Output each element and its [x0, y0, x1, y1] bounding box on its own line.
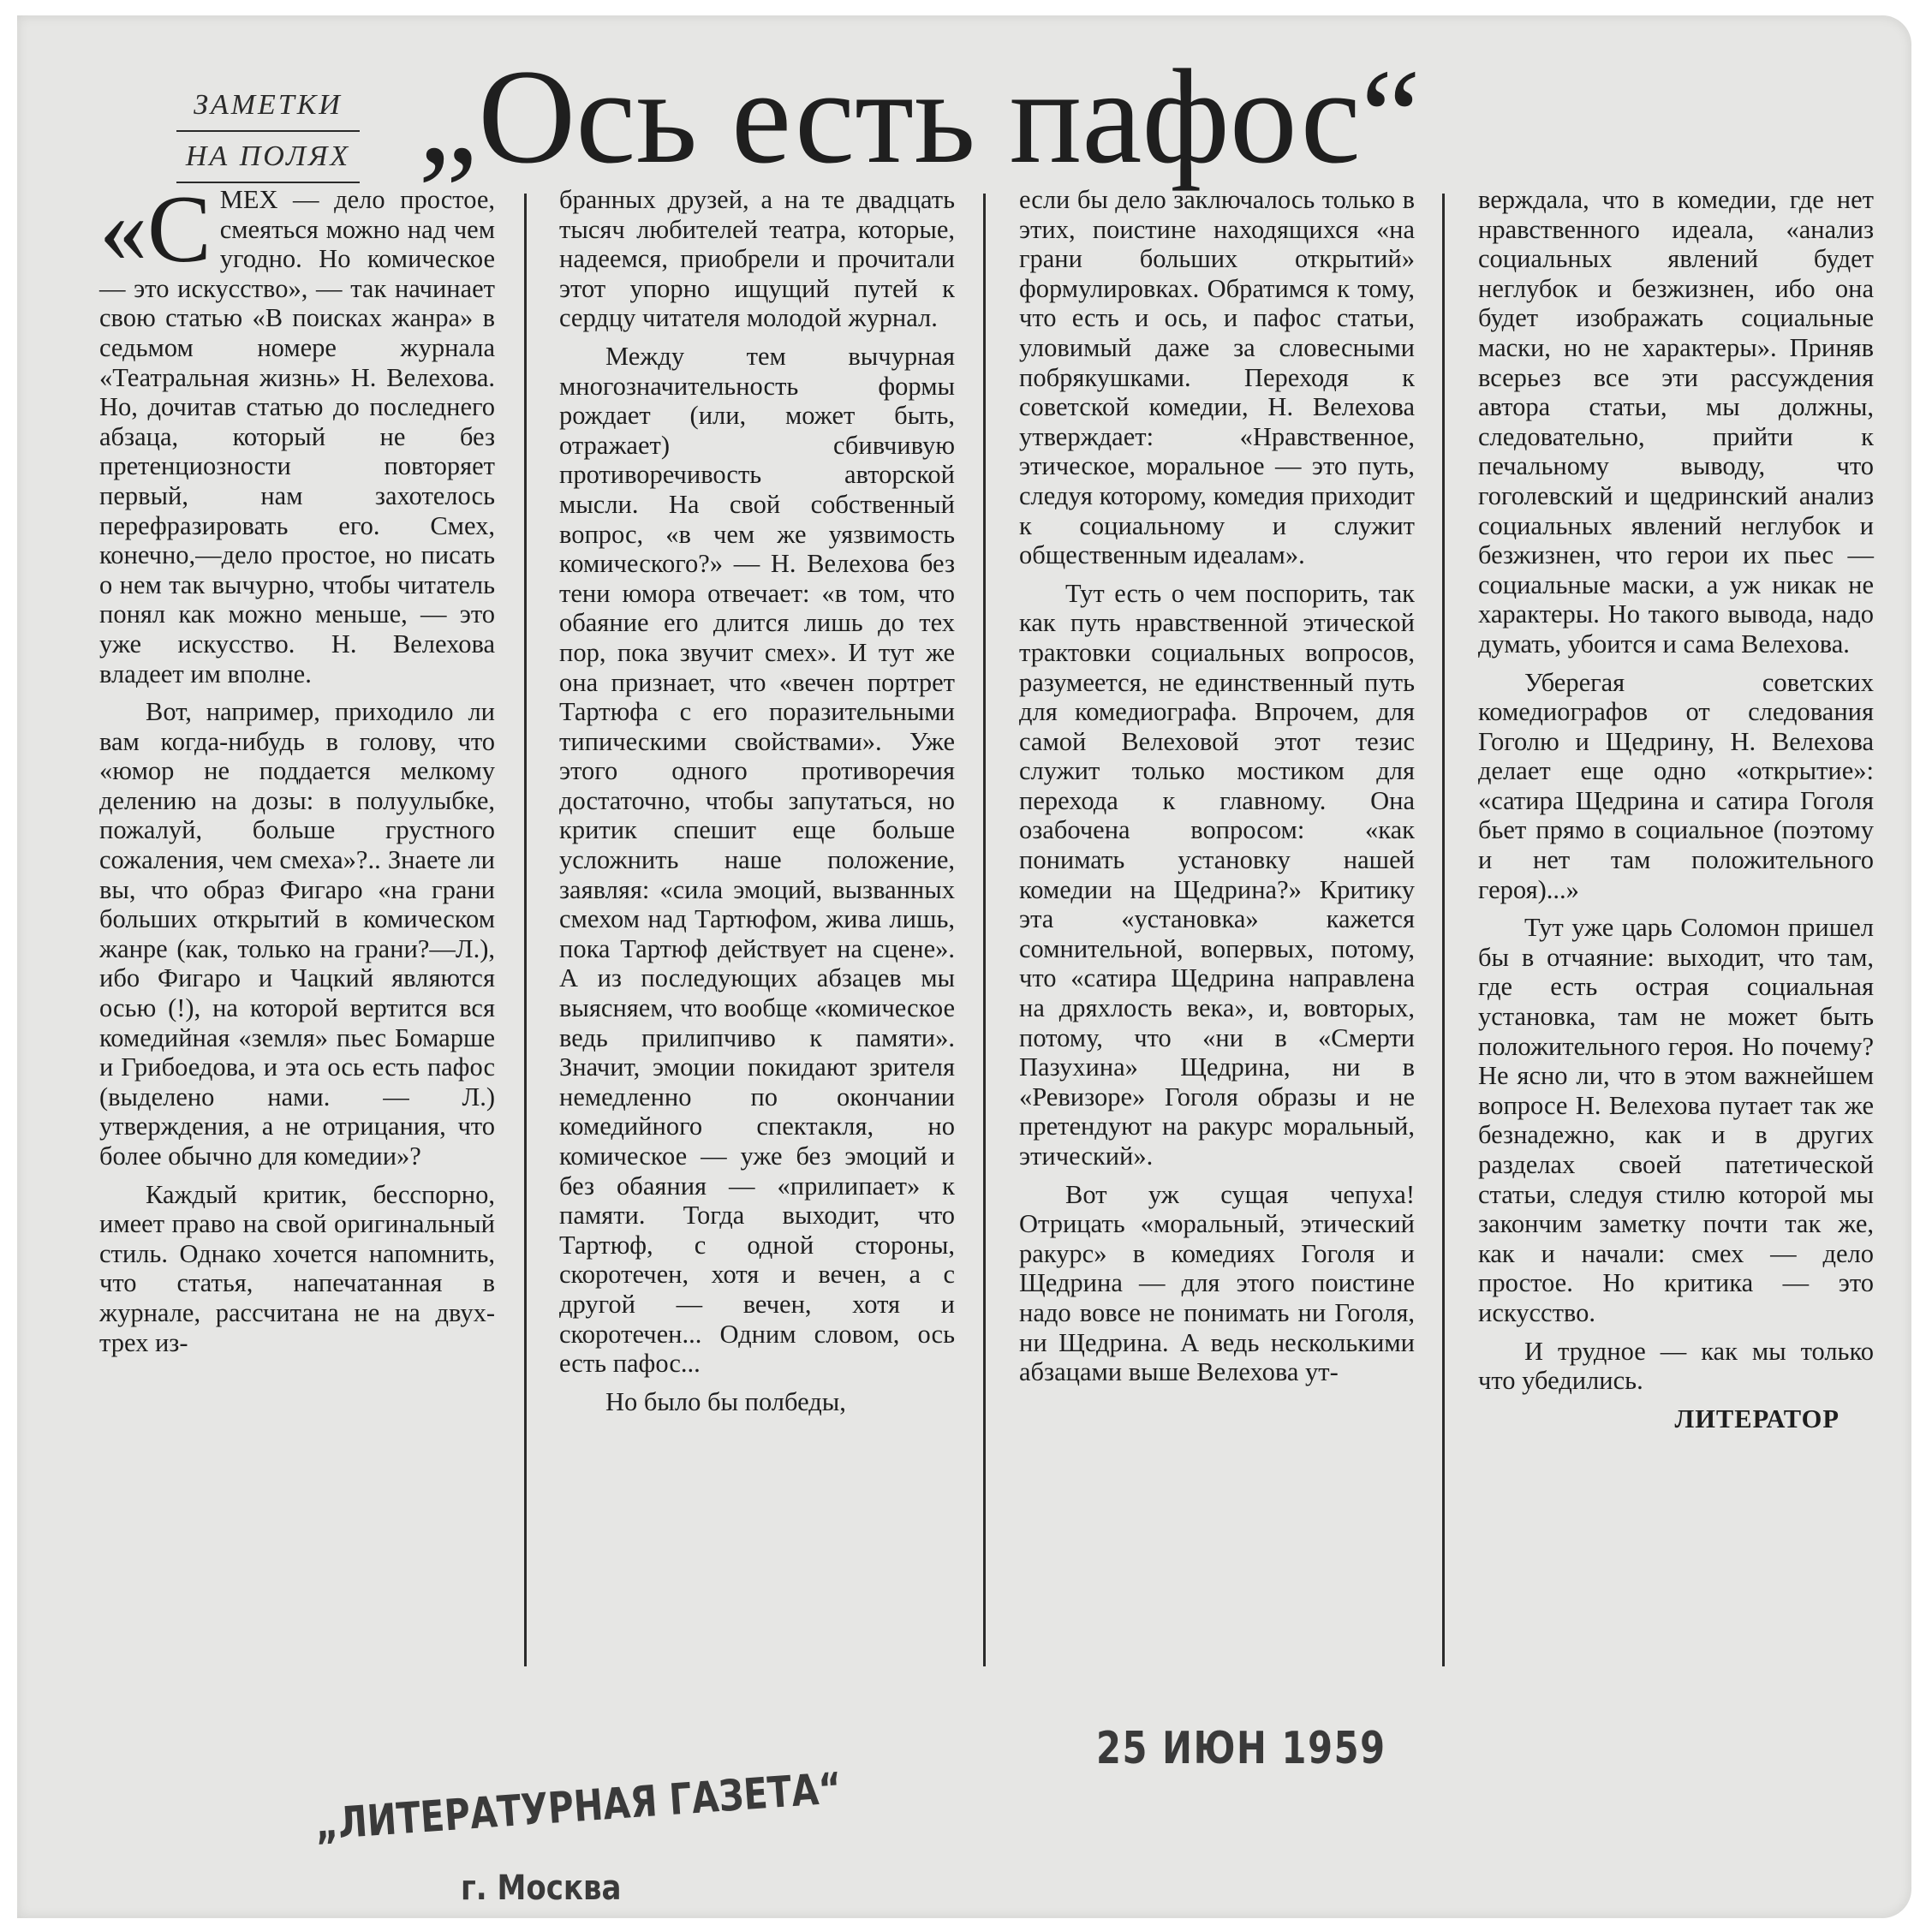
rubric-line-2: НА ПОЛЯХ: [185, 140, 351, 172]
rubric-line-1: ЗАМЕТКИ: [194, 89, 343, 121]
paragraph: Между тем вычурная многозначительность формы рождает (или, может быть, отражает) сбивчивую противоречивость авторской мысли. На свой собственный вопрос, «в чем же уязвимость комического?» — Н. Велехова без тени юмора отвечает: «в том, что обаяние его длится лишь до тех пор, пока звучит смех». И тут же она признает, что «вечен портрет Тартюфа с его поразительными типическими свойствами». Уже этого одного противоречия достаточно, чтобы запутаться, но критик спешит еще больше усложнить наше положение, заявляя: «сила эмоций, вызванных смехом над Тартюфом, жива лишь, пока Тартюф действует на сцене». А из последующих абзацев мы выясняем, что вообще «комическое ведь прилипчиво к памяти». Значит, эмоции покидают зрителя немедленно по окончании комедийного спектакля, но комическое — уже без эмоций и без обаяния — «прилипает» к памяти. Тогда выходит, что Тартюф, с одной стороны, скоротечен, хотя и вечен, а с другой — вечен, хотя и скоротечен... Одним словом, ось есть пафос...: [559, 341, 955, 1379]
paragraph: Тут есть о чем поспорить, так как путь нравственной этической трактовки социальных вопросов, разумеется, не единственный путь для комедиографа. Впрочем, для самой Велеховой этот тезис служит только мостиком для перехода к главному. Она озабочена вопросом: «как понимать установку нашей комедии на Щедрина?» Критику эта «установка» кажется сомнительной, вопервых, потому, что «сатира Щедрина направлена на дряхлость века», и, вовторых, потому, что «ни в «Смерти Пазухина» Щедрина, ни в «Ревизоре» Гоголя образы и не претендуют на ракурс моральный, этический».: [1019, 578, 1415, 1171]
article-headline: „Ось есть пафос“: [418, 42, 1421, 192]
column-divider: [1442, 194, 1445, 1666]
paragraph: если бы дело заключалось только в этих, поистине находящихся «на грани больших открытий» формулировках. Обратимся к тому, что есть и ось, и пафос статьи, уловимый даже за словесными побрякушками. Переходя к советской комедии, Н. Велехова утверждает: «Нравственное, этическое, моральное — это путь, следуя которому, комедия приходит к социальному и служит общественным идеалам».: [1019, 185, 1415, 570]
paragraph: Вот, например, приходило ли вам когда-нибудь в голову, что «юмор не поддается мелкому делению на дозы: в полуулыбке, пожалуй, больше грустного сожаления, чем смеха»?.. Знаете ли вы, что образ Фигаро «на грани больших открытий в комическом жанре (как, только на грани?—Л.), ибо Фигаро и Чацкий являются осью (!), на которой вертится вся комедийная «земля» пьес Бомарше и Грибоедова, и эта ось есть пафос (выделено нами. — Л.) утверждения, а не отрицания, что более обычно для комедии»?: [99, 697, 495, 1171]
paragraph: Каждый критик, бесспорно, имеет право на свой оригинальный стиль. Однако хочется напомнить, что статья, напечатанная в журнале, рассчитана не на двух-трех из-: [99, 1179, 495, 1357]
paragraph: бранных друзей, а на те двадцать тысяч любителей театра, которые, надеемся, приобрели и прочитали этот упорно ищущий путей к сердцу читателя молодой журнал.: [559, 185, 955, 333]
paragraph: [99, 176, 495, 688]
newspaper-stamp: „ЛИТЕРАТУРНАЯ ГАЗЕТА“: [313, 1763, 844, 1850]
paragraph: верждала, что в комедии, где нет нравственного идеала, «анализ социальных явлений будет неглубок и безжизнен, ибо она будет изображать социальные маски, но не характеры». Приняв всерьез все эти рассуждения автора статьи, мы должны, следовательно, прийти к печальному выводу, что гоголевский и щедринский анализ социальных явлений неглубок и безжизнен, что герои их пьес — социальные маски, а уж никак не характеры. Но такого вывода, надо думать, убоится и сама Велехова.: [1478, 185, 1874, 659]
column-divider: [983, 194, 986, 1666]
rubric-label: [173, 80, 363, 183]
date-stamp: 25 ИЮН 1959: [1096, 1723, 1386, 1774]
article-column-1: [99, 176, 495, 1366]
paragraph: Но было бы полбеды,: [605, 1386, 846, 1416]
paragraph: Уберегая советских комедиографов от следования Гоголю и Щедрину, Н. Велехова делает еще одно «открытие»: «сатира Щедрина и сатира Гоголя бьет прямо в социальное (поэтому и нет там положительного героя)...»: [1478, 667, 1874, 904]
author-signature: ЛИТЕРАТОР: [1674, 1404, 1840, 1433]
article-column-2: [559, 185, 955, 1425]
paragraph: Вот уж сущая чепуха! Отрицать «моральный, этический ракурс» в комедиях Гоголя и Щедрина — для этого поистине надо вовсе не понимать ни Гоголя, ни Щедрина. А ведь несколькими абзацами выше Велехова ут-: [1019, 1179, 1415, 1387]
article-column-3: [1019, 185, 1415, 1396]
article-column-4: [1478, 185, 1874, 1433]
paragraph: Тут уже царь Соломон пришел бы в отчаяние: выходит, что там, где есть острая социальная установка, там не может быть положительного героя. Но почему? Не ясно ли, что в этом важнейшем вопросе Н. Велехова путает так же безнадежно, как и в других разделах своей патетической статьи, следуя стилю которой мы закончим заметку почти так же, как и начали: смех — дело простое. Но критика — это искусство.: [1478, 913, 1874, 1327]
drop-cap: «С: [99, 176, 212, 283]
paragraph-text: МЕХ — дело простое, смеяться можно над чем угодно. Но комическое — это искусство», — так начинает свою статью «В поисках жанра» в седьмом номере журнала «Театральная жизнь» Н. Велехова. Но, дочитав статью до последнего абзаца, который не без претенциозности повторяет первый, нам захотелось перефразировать его. Смех, конечно,—дело простое, но писать о нем так вычурно, чтобы читатель понял как можно меньше, — это уже искусство. Н. Велехова владеет им вполне.: [99, 185, 495, 688]
city-stamp: г. Москва: [461, 1868, 622, 1908]
column-divider: [524, 194, 527, 1666]
paragraph: И трудное — как мы только что убедились.: [1478, 1336, 1874, 1396]
